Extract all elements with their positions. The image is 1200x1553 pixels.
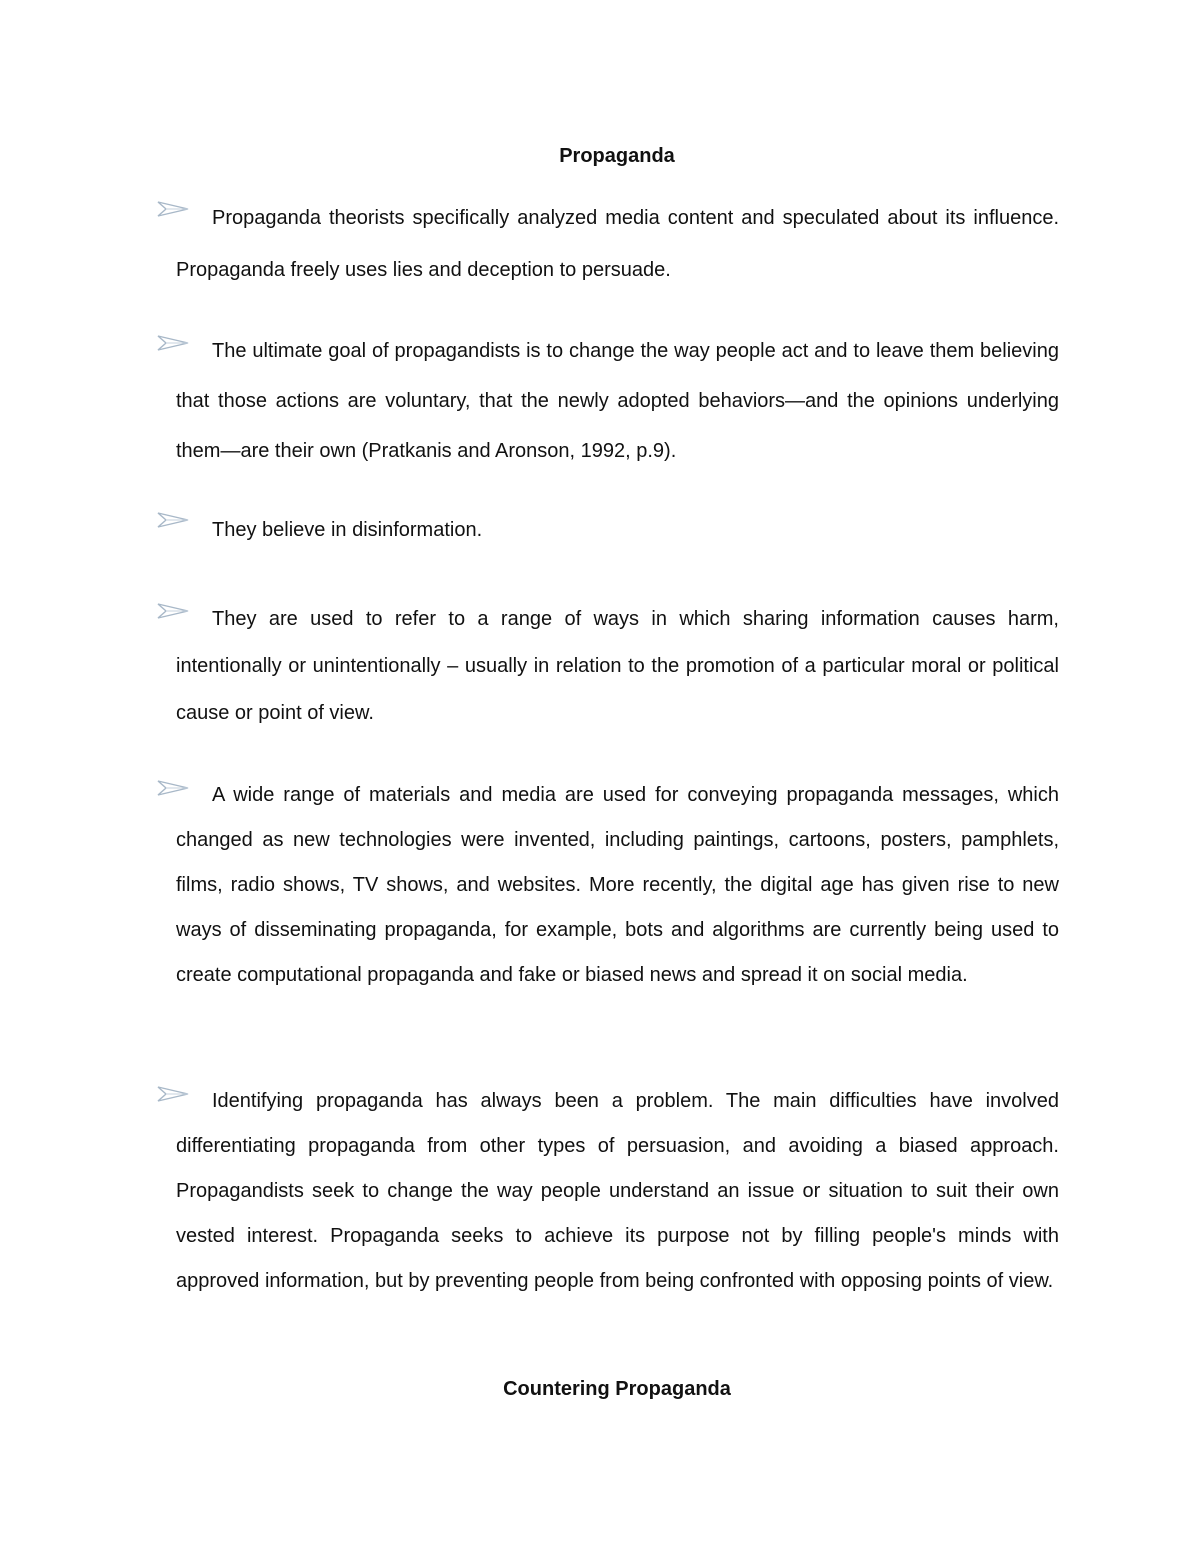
section-heading: Countering Propaganda [503, 1378, 731, 1400]
list-item-text: A wide range of materials and media are used for conveying propaganda messages, which changed as new technologies were invented, including paintings, cartoons, posters, pamphlets, films, radio shows, TV shows, and websites. More recently, the digital age has given rise to new ways of disseminating propaganda, for example, bots and algorithms are currently being used to create computational propaganda and fake or biased news and spread it on social media. [176, 784, 1059, 986]
list-item [176, 1079, 1059, 1304]
list-item [176, 773, 1059, 998]
page-title: Propaganda [559, 145, 675, 167]
list-item-text: They believe in disinformation. [212, 519, 483, 541]
list-item [176, 504, 1059, 556]
list-item [176, 596, 1059, 737]
list-item-text: They are used to refer to a range of ways in which sharing information causes harm, intentionally or unintentionally – usually in relation to the promotion of a particular moral or political cause or point of view. [176, 608, 1059, 724]
list-item [176, 326, 1059, 476]
list-item-text: Propaganda theorists specifically analyzed media content and speculated about its influence. Propaganda freely uses lies and deception to persuade. [176, 207, 1059, 281]
list-item [176, 192, 1059, 296]
list-item-text: The ultimate goal of propagandists is to change the way people act and to leave them believing that those actions are voluntary, that the newly adopted behaviors—and the opinions underlying them—are their own (Pratkanis and Aronson, 1992, p.9). [176, 340, 1059, 462]
list-item-text: Identifying propaganda has always been a problem. The main difficulties have involved differentiating propaganda from other types of persuasion, and avoiding a biased approach. Propagandists seek to change the way people understand an issue or situation to suit their own vested interest. Propaganda seeks to achieve its purpose not by filling people's minds with approved information, but by preventing people from being confronted with opposing points of view. [176, 1090, 1059, 1292]
